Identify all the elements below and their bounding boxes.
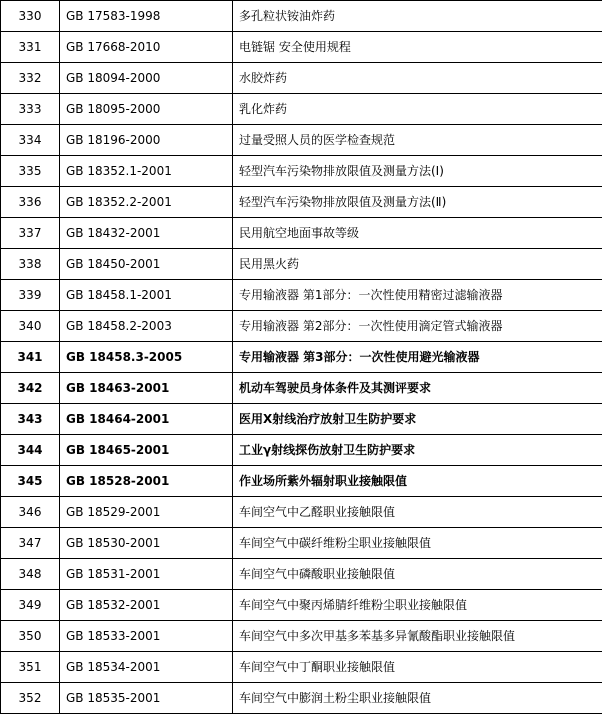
table-row bbox=[1, 280, 602, 311]
standard-code-cell: GB 18535-2001 bbox=[60, 683, 233, 714]
table-row bbox=[1, 621, 602, 652]
row-index-cell: 335 bbox=[1, 156, 60, 187]
standard-code-cell: GB 18463-2001 bbox=[60, 373, 233, 404]
standard-code-cell: GB 17583-1998 bbox=[60, 1, 233, 32]
table-row bbox=[1, 94, 602, 125]
table-row bbox=[1, 497, 602, 528]
row-index-cell: 351 bbox=[1, 652, 60, 683]
table-row bbox=[1, 32, 602, 63]
standard-title-cell: 车间空气中磷酸职业接触限值 bbox=[233, 559, 602, 590]
standard-title-cell: 医用X射线治疗放射卫生防护要求 bbox=[233, 404, 602, 435]
standard-code-cell: GB 18465-2001 bbox=[60, 435, 233, 466]
standard-code-cell: GB 18534-2001 bbox=[60, 652, 233, 683]
table-row bbox=[1, 559, 602, 590]
row-index-cell: 331 bbox=[1, 32, 60, 63]
standard-title-cell: 专用输液器 第1部分：一次性使用精密过滤输液器 bbox=[233, 280, 602, 311]
standard-title-cell: 轻型汽车污染物排放限值及测量方法(Ⅱ) bbox=[233, 187, 602, 218]
standard-code-cell: GB 18531-2001 bbox=[60, 559, 233, 590]
row-index-cell: 332 bbox=[1, 63, 60, 94]
table-row bbox=[1, 125, 602, 156]
standard-title-cell: 多孔粒状铵油炸药 bbox=[233, 1, 602, 32]
standard-code-cell: GB 18528-2001 bbox=[60, 466, 233, 497]
standard-code-cell: GB 18464-2001 bbox=[60, 404, 233, 435]
table-row bbox=[1, 1, 602, 32]
standard-title-cell: 车间空气中丁酮职业接触限值 bbox=[233, 652, 602, 683]
standard-title-cell: 机动车驾驶员身体条件及其测评要求 bbox=[233, 373, 602, 404]
table-row bbox=[1, 590, 602, 621]
standard-code-cell: GB 18529-2001 bbox=[60, 497, 233, 528]
standard-title-cell: 专用输液器 第2部分：一次性使用滴定管式输液器 bbox=[233, 311, 602, 342]
table-row bbox=[1, 466, 602, 497]
table-row bbox=[1, 187, 602, 218]
standard-code-cell: GB 18458.1-2001 bbox=[60, 280, 233, 311]
standard-title-cell: 乳化炸药 bbox=[233, 94, 602, 125]
table-row bbox=[1, 156, 602, 187]
row-index-cell: 334 bbox=[1, 125, 60, 156]
standard-title-cell: 民用黑火药 bbox=[233, 249, 602, 280]
table-row bbox=[1, 218, 602, 249]
row-index-cell: 337 bbox=[1, 218, 60, 249]
row-index-cell: 342 bbox=[1, 373, 60, 404]
standard-code-cell: GB 18533-2001 bbox=[60, 621, 233, 652]
row-index-cell: 336 bbox=[1, 187, 60, 218]
standard-code-cell: GB 18432-2001 bbox=[60, 218, 233, 249]
standard-code-cell: GB 18196-2000 bbox=[60, 125, 233, 156]
row-index-cell: 338 bbox=[1, 249, 60, 280]
table-row bbox=[1, 528, 602, 559]
standard-code-cell: GB 18094-2000 bbox=[60, 63, 233, 94]
table-row bbox=[1, 435, 602, 466]
table-row bbox=[1, 683, 602, 714]
table-row bbox=[1, 63, 602, 94]
row-index-cell: 346 bbox=[1, 497, 60, 528]
standard-code-cell: GB 18095-2000 bbox=[60, 94, 233, 125]
table-body bbox=[1, 1, 602, 714]
table-row bbox=[1, 404, 602, 435]
standard-code-cell: GB 17668-2010 bbox=[60, 32, 233, 63]
standard-code-cell: GB 18458.2-2003 bbox=[60, 311, 233, 342]
row-index-cell: 340 bbox=[1, 311, 60, 342]
row-index-cell: 349 bbox=[1, 590, 60, 621]
row-index-cell: 339 bbox=[1, 280, 60, 311]
standard-code-cell: GB 18532-2001 bbox=[60, 590, 233, 621]
standard-code-cell: GB 18352.2-2001 bbox=[60, 187, 233, 218]
table-row bbox=[1, 652, 602, 683]
row-index-cell: 348 bbox=[1, 559, 60, 590]
row-index-cell: 347 bbox=[1, 528, 60, 559]
standard-code-cell: GB 18352.1-2001 bbox=[60, 156, 233, 187]
standard-title-cell: 车间空气中乙醛职业接触限值 bbox=[233, 497, 602, 528]
row-index-cell: 341 bbox=[1, 342, 60, 373]
table-row bbox=[1, 311, 602, 342]
table-row bbox=[1, 249, 602, 280]
row-index-cell: 345 bbox=[1, 466, 60, 497]
standard-title-cell: 车间空气中膨润土粉尘职业接触限值 bbox=[233, 683, 602, 714]
standard-code-cell: GB 18450-2001 bbox=[60, 249, 233, 280]
standard-title-cell: 民用航空地面事故等级 bbox=[233, 218, 602, 249]
standard-code-cell: GB 18458.3-2005 bbox=[60, 342, 233, 373]
row-index-cell: 333 bbox=[1, 94, 60, 125]
standard-title-cell: 车间空气中碳纤维粉尘职业接触限值 bbox=[233, 528, 602, 559]
standard-code-cell: GB 18530-2001 bbox=[60, 528, 233, 559]
standard-title-cell: 车间空气中聚丙烯腈纤维粉尘职业接触限值 bbox=[233, 590, 602, 621]
row-index-cell: 352 bbox=[1, 683, 60, 714]
standard-title-cell: 作业场所紫外辐射职业接触限值 bbox=[233, 466, 602, 497]
standard-title-cell: 水胶炸药 bbox=[233, 63, 602, 94]
table-row bbox=[1, 342, 602, 373]
table-row bbox=[1, 373, 602, 404]
standard-title-cell: 过量受照人员的医学检查规范 bbox=[233, 125, 602, 156]
row-index-cell: 330 bbox=[1, 1, 60, 32]
standard-title-cell: 车间空气中多次甲基多苯基多异氰酸酯职业接触限值 bbox=[233, 621, 602, 652]
row-index-cell: 343 bbox=[1, 404, 60, 435]
standard-title-cell: 电链锯 安全使用规程 bbox=[233, 32, 602, 63]
row-index-cell: 350 bbox=[1, 621, 60, 652]
standard-title-cell: 工业γ射线探伤放射卫生防护要求 bbox=[233, 435, 602, 466]
standard-title-cell: 专用输液器 第3部分：一次性使用避光输液器 bbox=[233, 342, 602, 373]
row-index-cell: 344 bbox=[1, 435, 60, 466]
standard-title-cell: 轻型汽车污染物排放限值及测量方法(I) bbox=[233, 156, 602, 187]
